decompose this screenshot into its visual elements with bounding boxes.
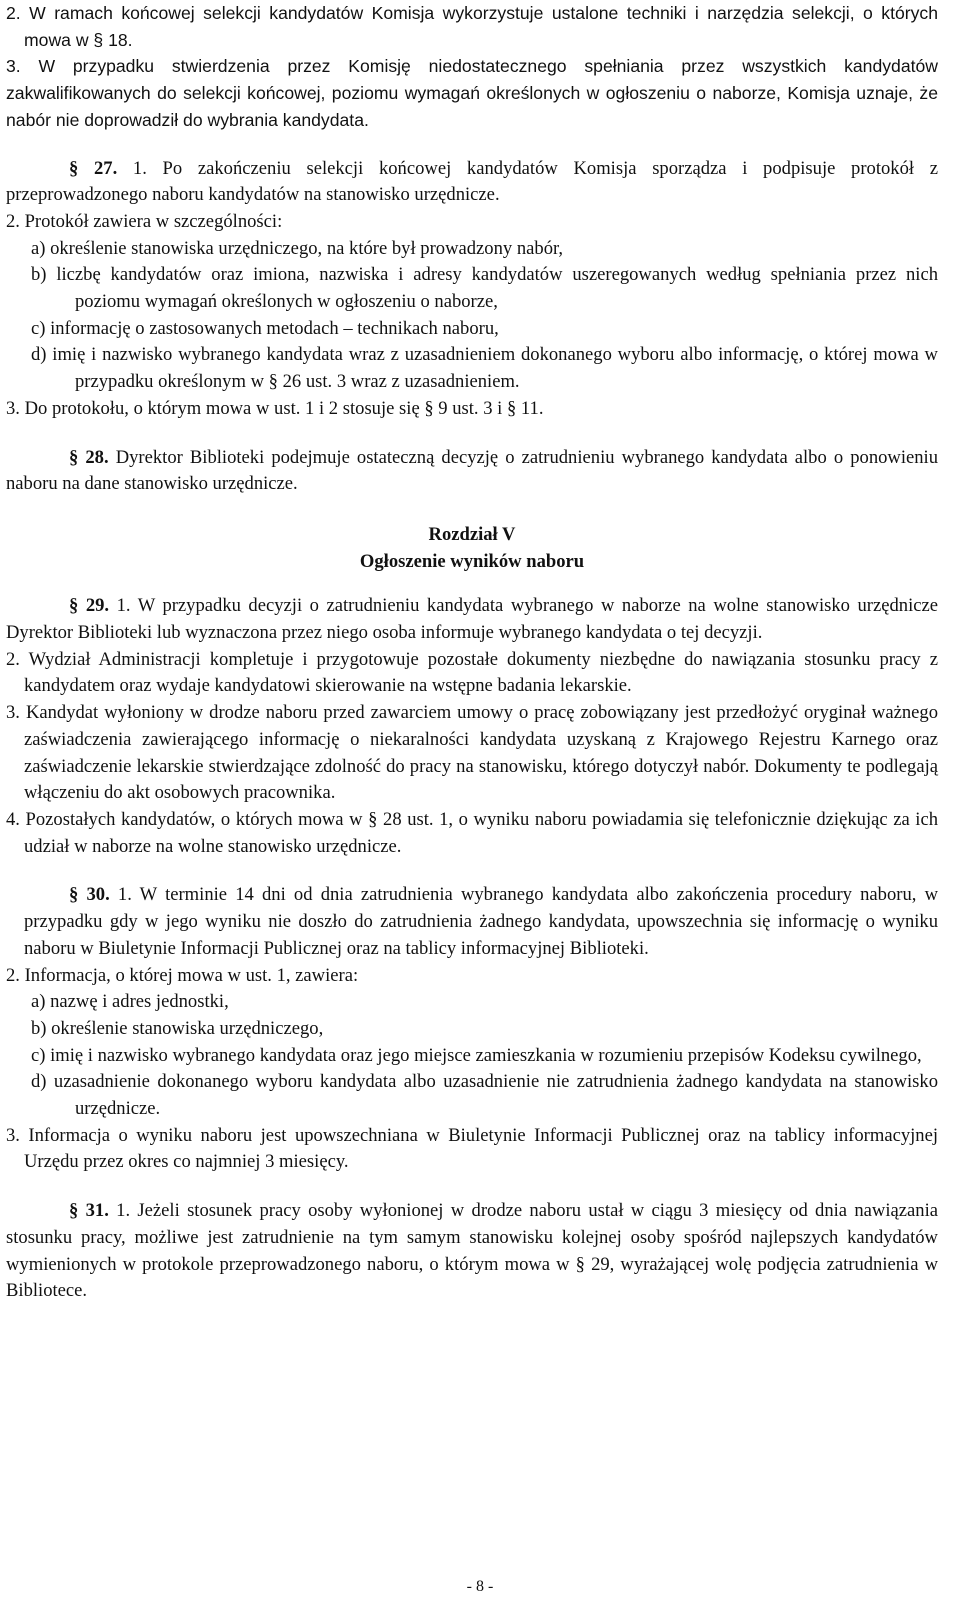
section-27-1-text: 1. Po zakończeniu selekcji końcowej kandydatów Komisja sporządza i podpisuje protokół z przeprowadzonego naboru kandydatów na stanowisko urzędnicze.	[6, 157, 939, 206]
section-27-2-b: b) liczbę kandydatów oraz imiona, nazwiska i adresy kandydatów uszeregowanych według spełniania przez nich poziomu wymagań określonych w ogłoszeniu o naborze,	[31, 264, 938, 313]
paragraph-26-3: 3. W przypadku stwierdzenia przez Komisję niedostatecznego spełniania przez wszystkich kandydatów zakwalifikowanych do selekcji końcowej, poziomu wymagań określonych w ogłoszeniu o naborze, Komisja uznaje, że nabór nie doprowadził do wybrania kandydata.	[6, 56, 938, 130]
section-28	[6, 445, 938, 498]
section-27-2-c: c) informację o zastosowanych metodach – technikach naboru,	[31, 317, 499, 339]
spacer	[6, 860, 938, 882]
paragraph-26-2: 2. W ramach końcowej selekcji kandydatów Komisja wykorzystuje ustalone techniki i narzędzia selekcji, o których mowa w § 18.	[6, 3, 938, 50]
section-30-2-a: a) nazwę i adres jednostki,	[31, 991, 229, 1013]
section-27-1	[6, 156, 938, 209]
chapter-number: Rozdział V	[428, 523, 516, 545]
spacer	[6, 134, 938, 156]
section-31-1	[6, 1198, 938, 1305]
section-30-2: 2. Informacja, o której mowa w ust. 1, zawiera:	[6, 964, 359, 986]
section-29-1	[6, 593, 938, 646]
section-30-1-text: 1. W terminie 14 dni od dnia zatrudnienia wybranego kandydata albo zakończenia procedury naboru, w przypadku gdy w jego wyniku nie doszło do zatrudnienia żadnego kandydata, upowszechnia się informację o wyniku naboru w Biuletynie Informacji Publicznej oraz na tablicy informacyjnej Biblioteki.	[24, 884, 938, 959]
section-29-3: 3. Kandydat wyłoniony w drodze naboru przed zawarciem umowy o pracę zobowiązany jest przedłożyć oryginał ważnego zaświadczenia zawierającego informację o niekaralności kandydata uzyskaną z Krajowego Rejestru Karnego oraz zaświadczenie lekarskie stwierdzające zdolność do pracy na stanowisku, którego dotyczył nabór. Dokumenty te podlegają włączeniu do akt osobowych pracownika.	[6, 702, 938, 804]
chapter-title: Ogłoszenie wyników naboru	[359, 550, 585, 572]
section-30-2-d: d) uzasadnienie dokonanego wyboru kandydata albo uzasadnienie nie zatrudnienia żadnego kandydata na stanowisko urzędnicze.	[31, 1071, 938, 1120]
section-29-1-text: 1. W przypadku decyzji o zatrudnieniu kandydata wybranego w naborze na wolne stanowisko urzędnicze Dyrektor Biblioteki lub wyznaczona przez niego osoba informuje wybranego kandydata o tej decyzji.	[6, 595, 938, 644]
section-30-heading: § 30.	[69, 884, 110, 906]
section-28-heading: § 28.	[69, 446, 109, 468]
section-27-heading: § 27.	[69, 157, 118, 179]
spacer	[6, 575, 938, 593]
section-29-heading: § 29.	[69, 595, 110, 617]
spacer	[6, 498, 938, 522]
section-27-2: 2. Protokół zawiera w szczególności:	[6, 210, 283, 232]
section-30-3: 3. Informacja o wyniku naboru jest upowszechniana w Biuletynie Informacji Publicznej oraz na tablicy informacyjnej Urzędu przez okres co najmniej 3 miesięcy.	[6, 1124, 938, 1173]
section-29-2: 2. Wydział Administracji kompletuje i przygotowuje pozostałe dokumenty niezbędne do nawiązania stosunku pracy z kandydatem oraz wydaje kandydatowi skierowanie na wstępne badania lekarskie.	[6, 648, 938, 697]
section-27-2-a: a) określenie stanowiska urzędniczego, na które był prowadzony nabór,	[31, 237, 564, 259]
section-28-text: Dyrektor Biblioteki podejmuje ostateczną decyzję o zatrudnieniu wybranego kandydata albo o ponowieniu naboru na dane stanowisko urzędnicze.	[6, 446, 939, 495]
spacer	[6, 423, 938, 445]
section-30-2-b: b) określenie stanowiska urzędniczego,	[31, 1017, 324, 1039]
section-29-4: 4. Pozostałych kandydatów, o których mowa w § 28 ust. 1, o wyniku naboru powiadamia się telefonicznie dziękując za ich udział w naborze na wolne stanowisko urzędnicze.	[6, 808, 938, 857]
section-30-1	[6, 882, 938, 962]
spacer	[6, 1176, 938, 1198]
section-31-heading: § 31.	[69, 1200, 109, 1222]
section-27-2-d: d) imię i nazwisko wybranego kandydata wraz z uzasadnieniem dokonanego wyboru albo informację, o której mowa w przypadku określonym w § 26 ust. 3 wraz z uzasadnieniem.	[31, 344, 938, 393]
page-number: - 8 -	[466, 1578, 494, 1595]
section-31-1-text: 1. Jeżeli stosunek pracy osoby wyłonionej w drodze naboru ustał w ciągu 3 miesięcy od dnia nawiązania stosunku pracy, możliwe jest zatrudnienie na tym samym stanowisku kolejnej osoby spośród najlepszych kandydatów wymienionych w protokole przeprowadzonego naboru, o którym mowa w § 29, wyrażającej wolę podjęcia zatrudnienia w Bibliotece.	[6, 1200, 938, 1302]
section-27-3: 3. Do protokołu, o którym mowa w ust. 1 i 2 stosuje się § 9 ust. 3 i § 11.	[6, 397, 544, 419]
section-30-2-c: c) imię i nazwisko wybranego kandydata oraz jego miejsce zamieszkania w rozumieniu przepisów Kodeksu cywilnego,	[31, 1044, 922, 1066]
